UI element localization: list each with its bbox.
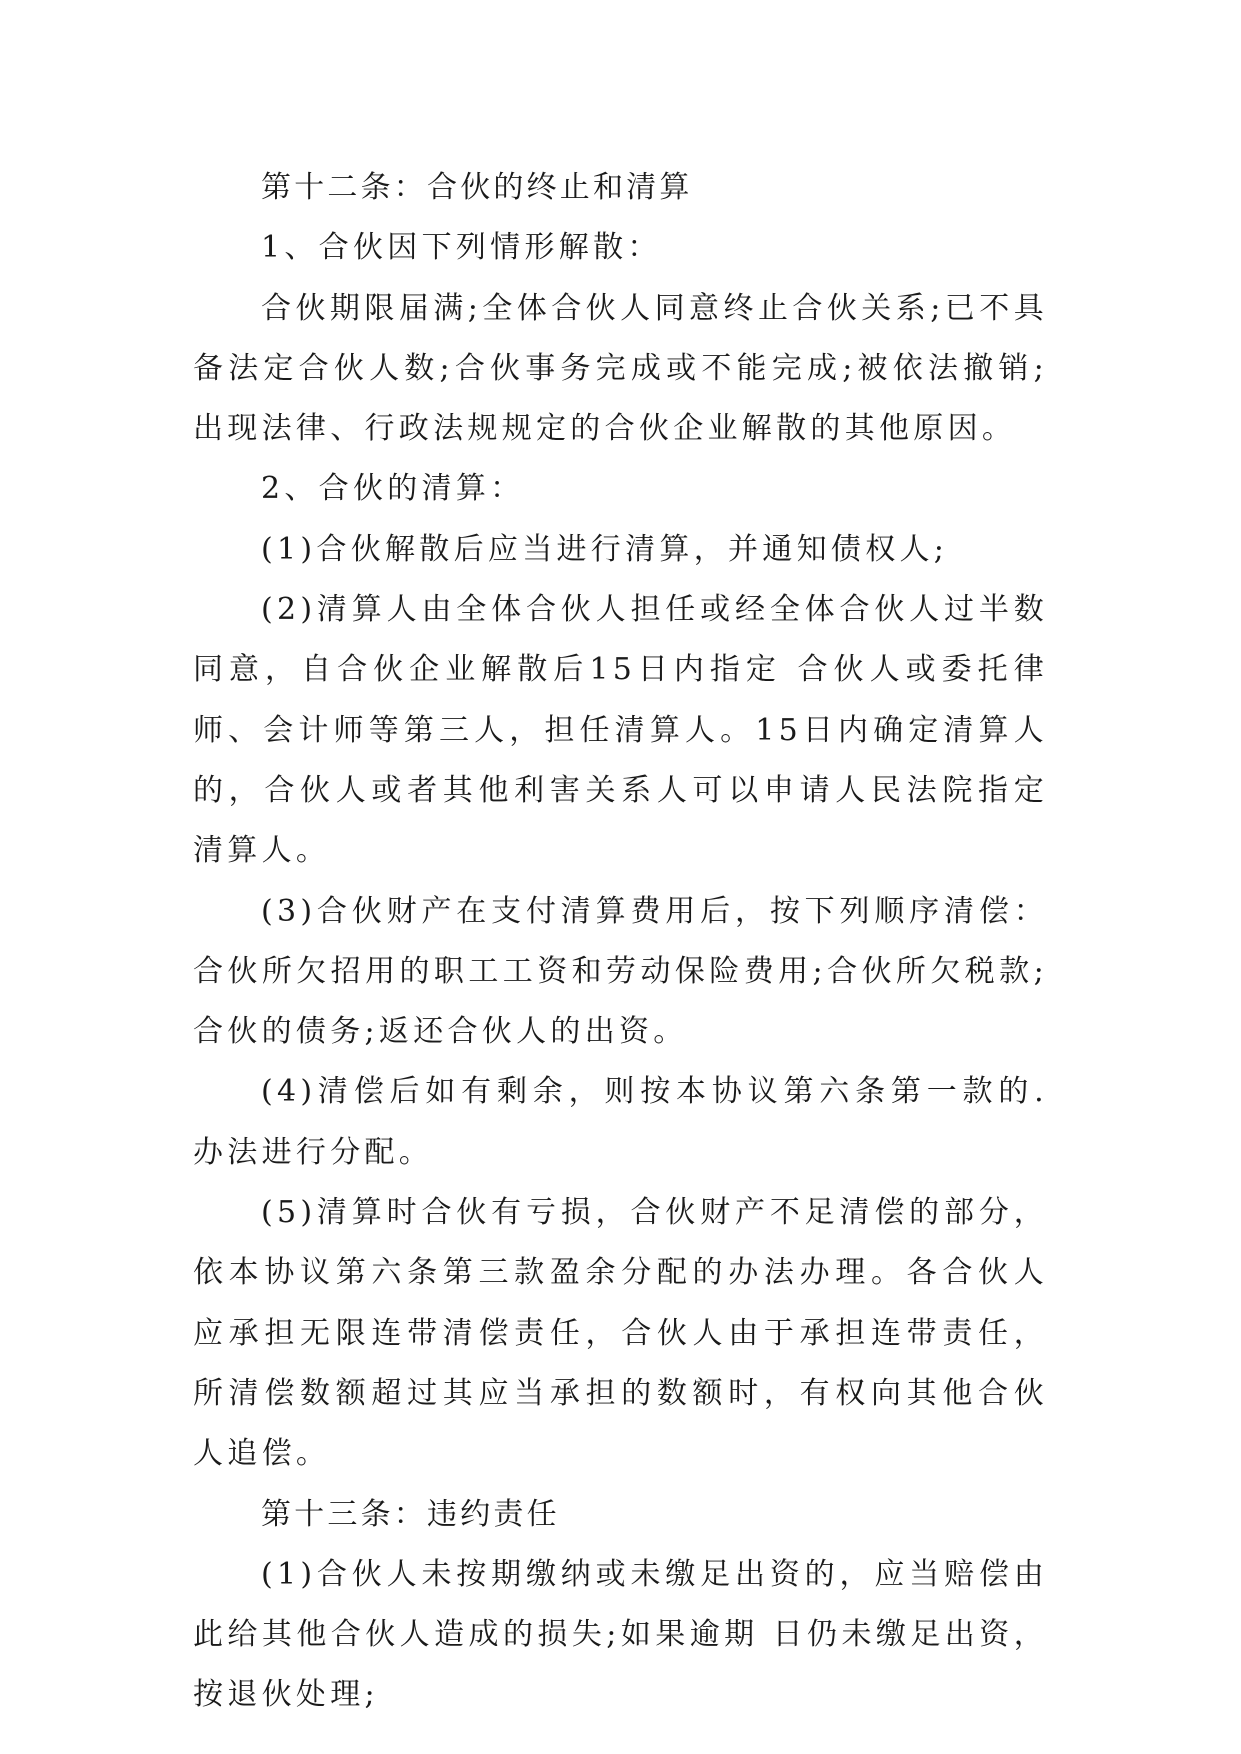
liquidation-item-2: (2)清算人由全体合伙人担任或经全体合伙人过半数同意，自合伙企业解散后15日内指定 合伙人或委托律师、会计师等第三人，担任清算人。15日内确定清算人的，合伙人或者其他利害关系人可以申请人民法院指定清算人。: [193, 592, 1048, 869]
article-13-heading: 第十三条：违约责任: [261, 1496, 560, 1532]
liquidation-item-4: (4)清偿后如有剩余，则按本协议第六条第一款的.办法进行分配。: [193, 1074, 1048, 1170]
liquidation-clause-heading: 2、合伙的清算：: [261, 471, 525, 507]
document-body: [193, 158, 1048, 1726]
article-12-heading: 第十二条：合伙的终止和清算: [261, 170, 693, 205]
liquidation-item-5: (5)清算时合伙有亏损，合伙财产不足清偿的部分，依本协议第六条第三款盈余分配的办法办理。各合伙人应承担无限连带清偿责任，合伙人由于承担连带责任，所清偿数额超过其应当承担的数额时，有权向其他合伙人追偿。: [193, 1195, 1048, 1472]
dissolution-reasons-paragraph: 合伙期限届满;全体合伙人同意终止合伙关系;已不具备法定合伙人数;合伙事务完成或不能完成;被依法撤销;出现法律、行政法规规定的合伙企业解散的其他原因。: [193, 290, 1048, 447]
liquidation-item-3: (3)合伙财产在支付清算费用后，按下列顺序清偿：合伙所欠招用的职工工资和劳动保险费用;合伙所欠税款;合伙的债务;返还合伙人的出资。: [193, 893, 1048, 1050]
dissolution-clause-heading: 1、合伙因下列情形解散：: [261, 230, 662, 266]
breach-item-1: (1)合伙人未按期缴纳或未缴足出资的，应当赔偿由此给其他合伙人造成的损失;如果逾期 日仍未缴足出资，按退伙处理;: [193, 1556, 1048, 1713]
liquidation-item-1: (1)合伙解散后应当进行清算，并通知债权人;: [261, 531, 949, 567]
